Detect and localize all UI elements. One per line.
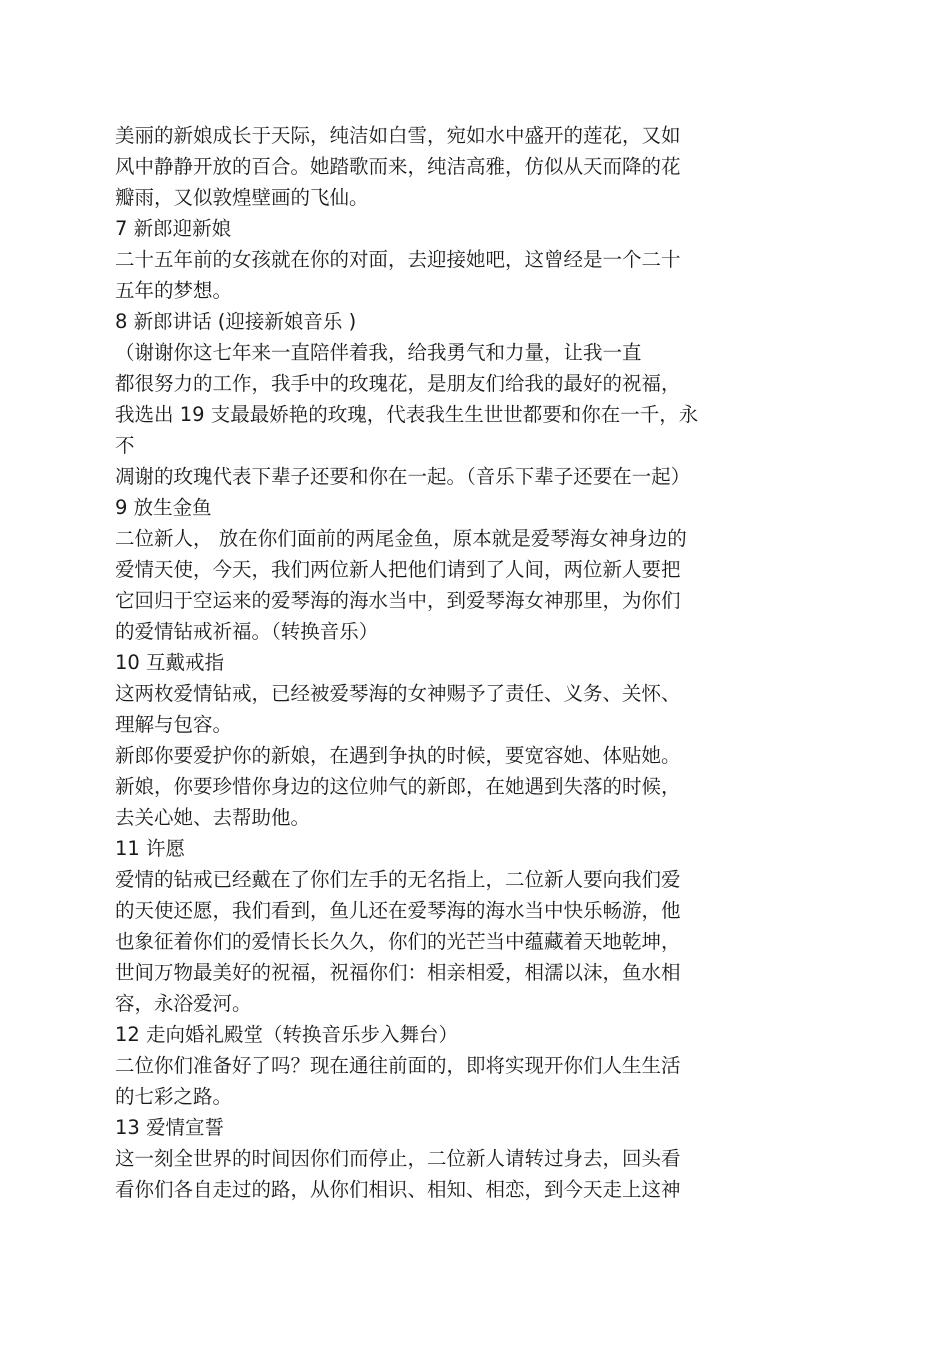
text-line: 二位你们准备好了吗？现在通往前面的，即将实现开你们人生生活 [115,1054,681,1077]
text-line: 风中静静开放的百合。她踏歌而来，纯洁高雅，仿似从天而降的花 [115,155,681,178]
section-heading: 10 互戴戒指 [115,651,225,674]
text-line: 它回归于空运来的爱琴海的海水当中，到爱琴海女神那里，为你们 [115,589,681,612]
text-line: 容，永浴爱河。 [115,992,252,1015]
text-line: 不 [115,434,135,457]
text-line: 新娘，你要珍惜你身边的这位帅气的新郎，在她遇到失落的时候， [115,775,681,798]
section-heading: 13 爱情宣誓 [115,1116,225,1139]
text-line: 的七彩之路。 [115,1085,233,1108]
text-line: 都很努力的工作，我手中的玫瑰花，是朋友们给我的最好的祝福， [115,372,681,395]
section-heading: 7 新郎迎新娘 [115,217,232,240]
text-line: 我选出 19 支最最娇艳的玫瑰，代表我生生世世都要和你在一千，永 [115,403,699,426]
text-line: 瓣雨，又似敦煌壁画的飞仙。 [115,186,369,209]
text-line: 爱情天使，今天，我们两位新人把他们请到了人间，两位新人要把 [115,558,681,581]
text-line: 去关心她、去帮助他。 [115,806,311,829]
section-heading: 8 新郎讲话 (迎接新娘音乐 ) [115,310,357,333]
text-line: 理解与包容。 [115,713,233,736]
text-line: 也象征着你们的爱情长长久久，你们的光芒当中蕴藏着天地乾坤， [115,930,681,953]
document-body [115,120,795,1205]
text-line: 的爱情钻戒祈福。（转换音乐） [115,620,379,643]
text-line: 爱情的钻戒已经戴在了你们左手的无名指上，二位新人要向我们爱 [115,868,681,891]
text-line: 的天使还愿，我们看到，鱼儿还在爱琴海的海水当中快乐畅游，他 [115,899,681,922]
text-line: 世间万物最美好的祝福，祝福你们：相亲相爱，相濡以沫，鱼水相 [115,961,681,984]
text-line: 这一刻全世界的时间因你们而停止，二位新人请转过身去，回头看 [115,1147,681,1170]
text-line: 五年的梦想。 [115,279,233,302]
text-line: 新郎你要爱护你的新娘，在遇到争执的时候，要宽容她、体贴她。 [115,744,681,767]
text-line: 这两枚爱情钻戒，已经被爱琴海的女神赐予了责任、义务、关怀、 [115,682,681,705]
text-line: （谢谢你这七年来一直陪伴着我，给我勇气和力量，让我一直 [115,341,642,364]
section-heading: 12 走向婚礼殿堂（转换音乐步入舞台） [115,1023,459,1046]
section-heading: 11 许愿 [115,837,186,860]
text-line: 看你们各自走过的路，从你们相识、相知、相恋，到今天走上这神 [115,1178,681,1201]
text-line: 二位新人， 放在你们面前的两尾金鱼，原本就是爱琴海女神身边的 [115,527,687,550]
text-line: 二十五年前的女孩就在你的对面，去迎接她吧，这曾经是一个二十 [115,248,681,271]
text-line: 美丽的新娘成长于天际，纯洁如白雪，宛如水中盛开的莲花，又如 [115,124,681,147]
text-line: 凋谢的玫瑰代表下辈子还要和你在一起。（音乐下辈子还要在一起） [115,465,691,488]
section-heading: 9 放生金鱼 [115,496,212,519]
